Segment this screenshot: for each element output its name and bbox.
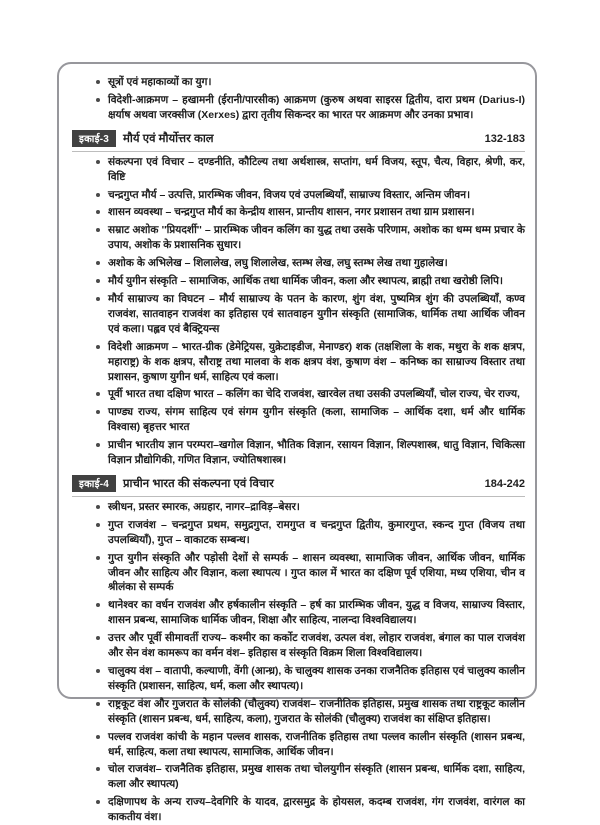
bullet-text: स्त्रीधन, प्रस्तर स्मारक, अग्रहार, नागर–द्राविड़–बेसर। [108,500,300,513]
bullet-dot-icon [96,767,100,771]
toc-bullet-item [96,256,525,271]
bullet-text: संकल्पना एवं विचार – दण्डनीति, कौटिल्य तथा अर्थशास्त्र, सप्तांग, धर्म विजय, स्तूप, चैत्य, विहार, श्रेणी, कर, विष्टि [108,155,525,183]
toc-border-box [57,62,537,824]
unit-3-label-badge: इकाई-3 [72,130,116,147]
unit-4-label-badge: इकाई-4 [72,475,116,492]
bullet-text: मौर्य युगीन संस्कृति – सामाजिक, आर्थिक तथा धार्मिक जीवन, कला और स्थापत्य, ब्राह्मी तथा खरोष्ठी लिपि। [108,275,503,288]
bullet-dot-icon [96,556,100,560]
bullet-dot-icon [96,297,100,301]
toc-bullet-item [96,500,525,515]
toc-bullet-item [96,274,525,289]
bullet-text: चन्द्रगुप्त मौर्य – उत्पत्ति, प्रारम्भिक जीवन, विजय एवं उपलब्धियाँ, साम्राज्य विस्तार, अन्तिम जीवन। [108,188,471,201]
bullet-dot-icon [96,98,100,102]
toc-bullet-item [96,518,525,548]
toc-bullet-item [96,438,525,468]
toc-bullet-item [96,292,525,337]
bullet-text: गुप्त राजवंश – चन्द्रगुप्त प्रथम, समुद्रगुप्त, रामगुप्त व चन्द्रगुप्त द्वितीय, कुमारगुप्त, स्कन्द गुप्त (विजय तथा उपलब्धियाँ), गुप्त – वाकाटक सम्बन्ध। [108,518,525,546]
bullet-dot-icon [96,735,100,739]
toc-bullet-item [96,664,525,694]
unit-4-heading [72,475,525,497]
bullet-dot-icon [96,505,100,509]
bullet-text: दक्षिणापथ के अन्य राज्य–देवगिरि के यादव, द्वारसमुद्र के होयसल, कदम्ब राजवंश, गंग राजवंश, वारंगल का काकतीय वंश। [108,796,525,824]
toc-bullet-item [96,405,525,435]
bullet-text: पाण्ड्य राज्य, संगम साहित्य एवं संगम युगीन संस्कृति (कला, सामाजिक – आर्थिक दशा, धर्म और धार्मिक विश्वास) बृहत्तर भारत [108,406,525,434]
toc-bullet-item [96,387,525,402]
toc-bullet-item [96,795,525,825]
bullet-text: विदेशी आक्रमण – भारत-ग्रीक (डेमेट्रियस, युक्रेटाइडीज, मेनाण्डर) शक (तक्षशिला के शक, मथुरा के शक क्षत्रप, महाराष्ट्र) के शक क्षत्रप, सौराष्ट्र तथा मालवा के शक क्षत्रप वंश, कुषाण वंश – कनिष्क का साम्राज्य विस्तार तथा प्रशासन, कुषाण युगीन धर्म, साहित्य एवं कला। [108,340,525,383]
unit-4-page-range: 184-242 [484,477,525,490]
bullet-dot-icon [96,392,100,396]
bullet-text: उत्तर और पूर्वी सीमावर्ती राज्य– कश्मीर का कर्कोट राजवंश, उत्पल वंश, लोहार राजवंश, बंगाल का पाल राजवंश और सेन वंश कामरूप का वर्मन वंश– इतिहास व संस्कृति विक्रम शिला विश्वविद्यालय। [108,632,525,660]
toc-bullet-item [96,762,525,792]
bullet-text: चोल राजवंश– राजनैतिक इतिहास, प्रमुख शासक तथा चोलयुगीन संस्कृति (शासन प्रबन्ध, धार्मिक दशा, साहित्य, कला और स्थापत्य) [108,763,525,791]
bullet-text: सूत्रों एवं महाकाव्यों का युग। [108,76,212,88]
bullet-dot-icon [96,702,100,706]
bullet-dot-icon [96,210,100,214]
toc-bullet-item [96,598,525,628]
unit-3-page-range: 132-183 [484,132,525,145]
bullet-dot-icon [96,410,100,414]
bullet-dot-icon [96,800,100,804]
toc-bullet-item [96,93,525,123]
bullet-dot-icon [96,443,100,447]
bullet-dot-icon [96,523,100,527]
bullet-dot-icon [96,160,100,164]
bullet-dot-icon [96,80,100,84]
unit-3-title: मौर्य एवं मौर्योत्तर काल [122,132,214,145]
unit-3-heading [72,130,525,152]
unit-3-section [72,130,525,468]
toc-bullet-item [96,631,525,661]
bullet-text: विदेशी-आक्रमण – हखामनी (ईरानी/पारसीक) आक्रमण (कुरुष अथवा साइरस द्वितीय, दारा प्रथम (Darius-I) क्षर्याष अथवा जरक्सीज (Xerxes) द्वारा तृतीय सिकन्दर का भारत पर आक्रमण और उनका प्रभाव। [108,93,525,121]
bullet-dot-icon [96,228,100,232]
bullet-dot-icon [96,603,100,607]
bullet-dot-icon [96,669,100,673]
toc-bullet-item [96,188,525,203]
bullet-text: पूर्वी भारत तथा दक्षिण भारत – कलिंग का चेदि राजवंश, खारवेल तथा उसकी उपलब्धियाँ, चोल राज्य, चेर राज्य, [108,388,520,401]
bullet-text: राष्ट्रकूट वंश और गुजरात के सोलंकी (चौलुक्य) राजवंश– राजनीतिक इतिहास, प्रमुख शासक तथा राष्ट्रकूट कालीन संस्कृति (शासन प्रबन्ध, धर्म, साहित्य, कला), गुजरात के सोलंकी (चौलुक्य) राजवंश का संक्षिप्त इतिहास। [108,697,525,725]
toc-bullet-item [96,155,525,185]
toc-bullet-item [96,551,525,596]
toc-bullet-item [96,730,525,760]
bullet-dot-icon [96,193,100,197]
bullet-text: प्राचीन भारतीय ज्ञान परम्परा–खगोल विज्ञान, भौतिक विज्ञान, रसायन विज्ञान, शिल्पशास्त्र, धातु विज्ञान, चिकित्सा विज्ञान प्रौद्योगिकी, गणित विज्ञान, ज्योतिषशास्त्र। [108,439,525,467]
bullet-dot-icon [96,261,100,265]
toc-bullet-item [96,223,525,253]
toc-bullet-item [96,697,525,727]
bullet-text: गुप्त युगीन संस्कृति और पड़ोसी देशों से सम्पर्क – शासन व्यवस्था, सामाजिक जीवन, आर्थिक जीवन, धार्मिक जीवन और साहित्य और विज्ञान, कला स्थापत्य । गुप्त काल में भारत का दक्षिण पूर्व एशिया, मध्य एशिया, चीन व श्रीलंका से सम्पर्क [108,551,525,594]
bullet-text: मौर्य साम्राज्य का विघटन – मौर्य साम्राज्य के पतन के कारण, शुंग वंश, पुष्यमित्र शुंग की उपलब्धियाँ, कण्व राजवंश, सातवाहन राजवंश का इतिहास एवं सातवाहन युगीन संस्कृति (सामाजिक, धार्मिक तथा आर्थिक जीवन एवं कला। पह्लव एवं बैक्ट्रियन्स [108,292,525,335]
intro-bullet-list [96,75,525,123]
bullet-text: थानेश्वर का वर्धन राजवंश और हर्षकालीन संस्कृति – हर्ष का प्रारम्भिक जीवन, युद्ध व विजय, साम्राज्य विस्तार, शासन प्रबन्ध, सामाजिक धार्मिक जीवन, शिक्षा और साहित्य, नालन्दा विश्वविद्यालय। [108,599,525,627]
toc-bullet-item [96,205,525,220]
bullet-text: सम्राट अशोक ''प्रियदर्शी'' – प्रारम्भिक जीवन कलिंग का युद्ध तथा उसके परिणाम, अशोक का धम्म धम्म प्रचार के उपाय, अशोक के प्रशासनिक सुधार। [108,224,525,252]
toc-bullet-item [96,75,525,90]
bullet-text: शासन व्यवस्था – चन्द्रगुप्त मौर्य का केन्द्रीय शासन, प्रान्तीय शासन, नगर प्रशासन तथा ग्राम प्रशासन। [108,206,475,219]
toc-bullet-item [96,340,525,385]
bullet-dot-icon [96,636,100,640]
bullet-dot-icon [96,279,100,283]
unit-3-bullet-list [96,155,525,468]
unit-4-title: प्राचीन भारत की संकल्पना एवं विचार [122,477,274,490]
bullet-text: अशोक के अभिलेख – शिलालेख, लघु शिलालेख, स्तम्भ लेख, लघु स्तम्भ लेख तथा गुहालेख। [108,257,448,270]
bullet-text: चालुक्य वंश – वातापी, कल्याणी, वेंगी (आन्ध्र), के चालुक्य शासक उनका राजनैतिक इतिहास एवं चालुक्य कालीन संस्कृति (प्रशासन, साहित्य, धर्म, कला और स्थापत्य)। [108,665,525,692]
bullet-dot-icon [96,345,100,349]
unit-4-bullet-list [96,500,525,825]
unit-4-section [72,475,525,825]
bullet-text: पल्लव राजवंश कांची के महान पल्लव शासक, राजनीतिक इतिहास तथा पल्लव कालीन संस्कृति (शासन प्रबन्ध, धर्म, साहित्य, कला तथा स्थापत्य, सामाजिक, आर्थिक जीवन। [108,730,525,758]
